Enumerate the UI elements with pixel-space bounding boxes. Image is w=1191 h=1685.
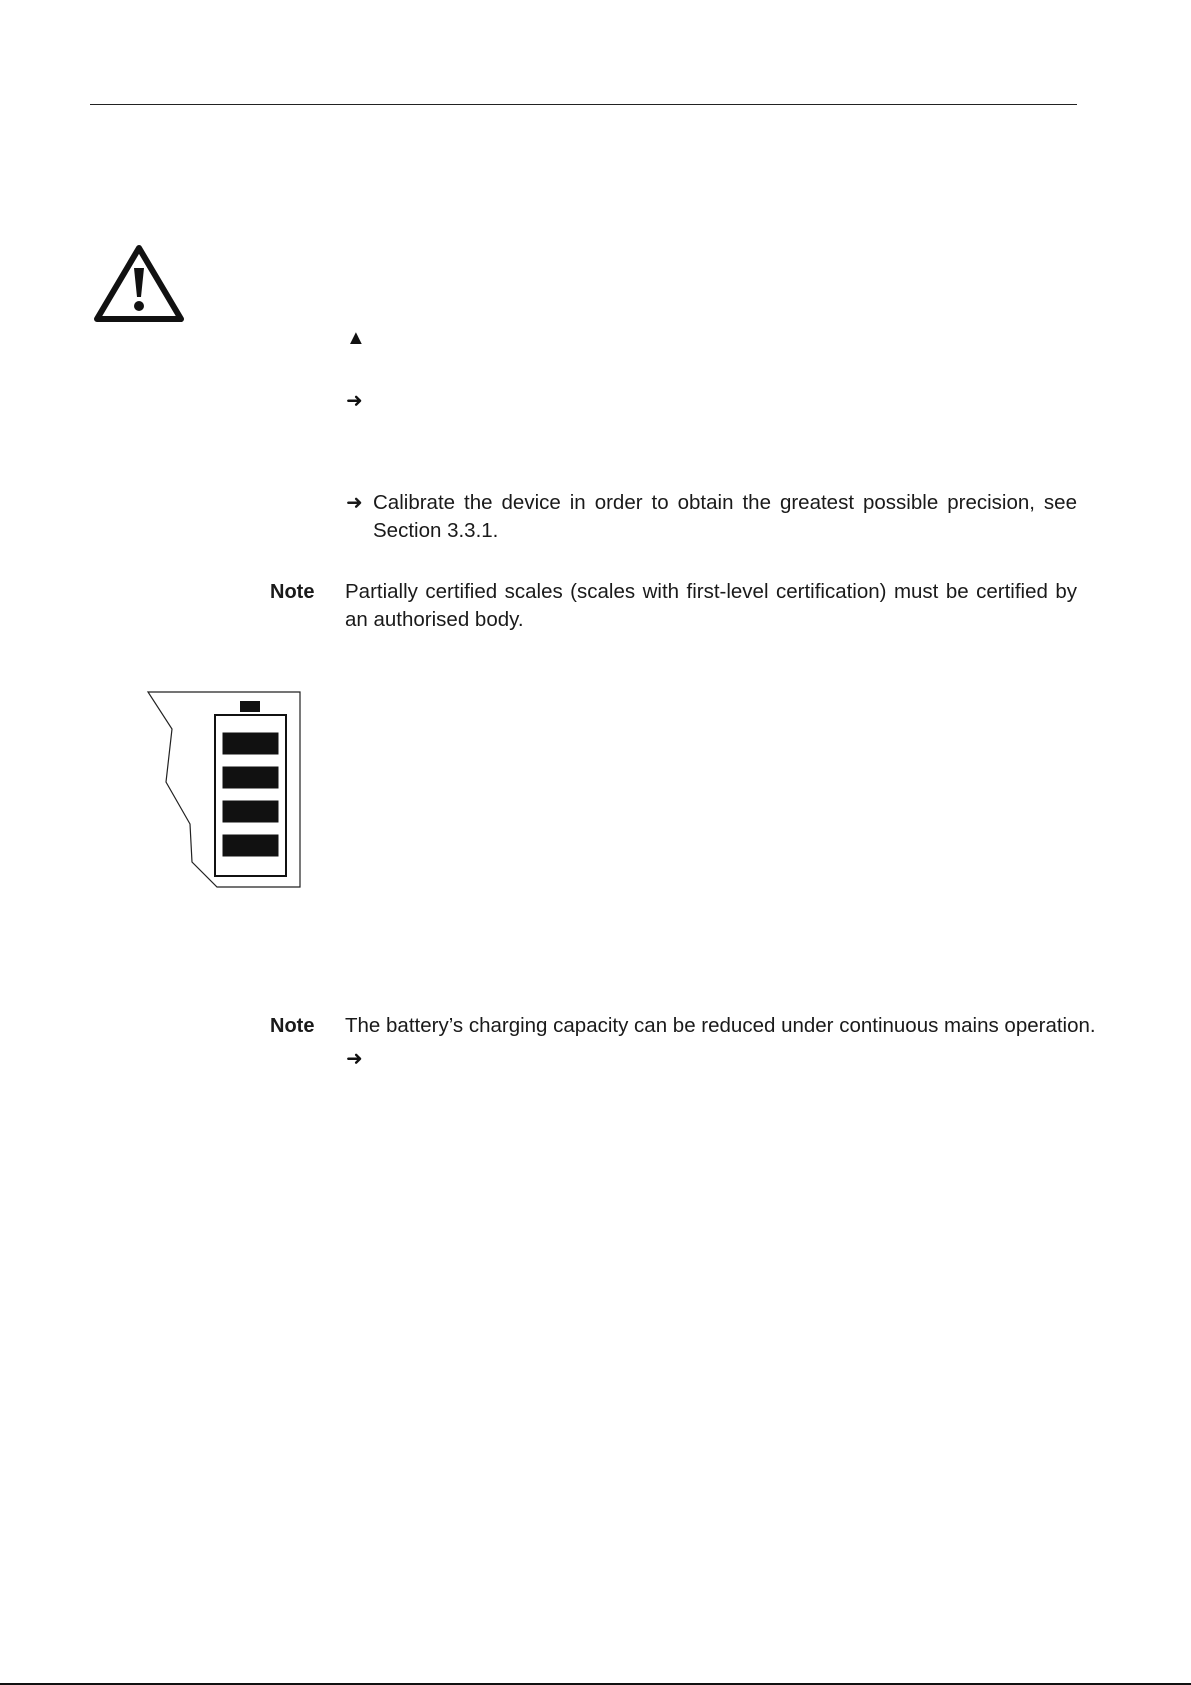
- note-battery-text: The battery’s charging capacity can be reduced under continuous mains operation.: [345, 1014, 1096, 1037]
- battery-level-segment: [223, 801, 278, 822]
- header-rule: [90, 104, 1077, 105]
- battery-level-segment: [223, 733, 278, 754]
- triangle-bullet-icon: ▲: [346, 327, 366, 349]
- note-label: Note: [270, 581, 315, 603]
- battery-display-figure: [146, 690, 302, 890]
- note-label: Note: [270, 1015, 315, 1037]
- calibrate-text: Calibrate the device in order to obtain the greatest possible precision, see Section 3.3.1.: [373, 491, 1077, 542]
- arrow-bullet-icon: ➜: [346, 390, 363, 412]
- arrow-bullet-icon: ➜: [346, 492, 363, 514]
- note-certification-text: Partially certified scales (scales with first-level certification) must be certified by an authorised body.: [345, 580, 1077, 631]
- warning-icon: [92, 242, 186, 324]
- arrow-bullet-icon: ➜: [346, 1048, 363, 1070]
- battery-level-segment: [223, 835, 278, 856]
- battery-level-segment: [223, 767, 278, 788]
- battery-terminal: [240, 701, 260, 712]
